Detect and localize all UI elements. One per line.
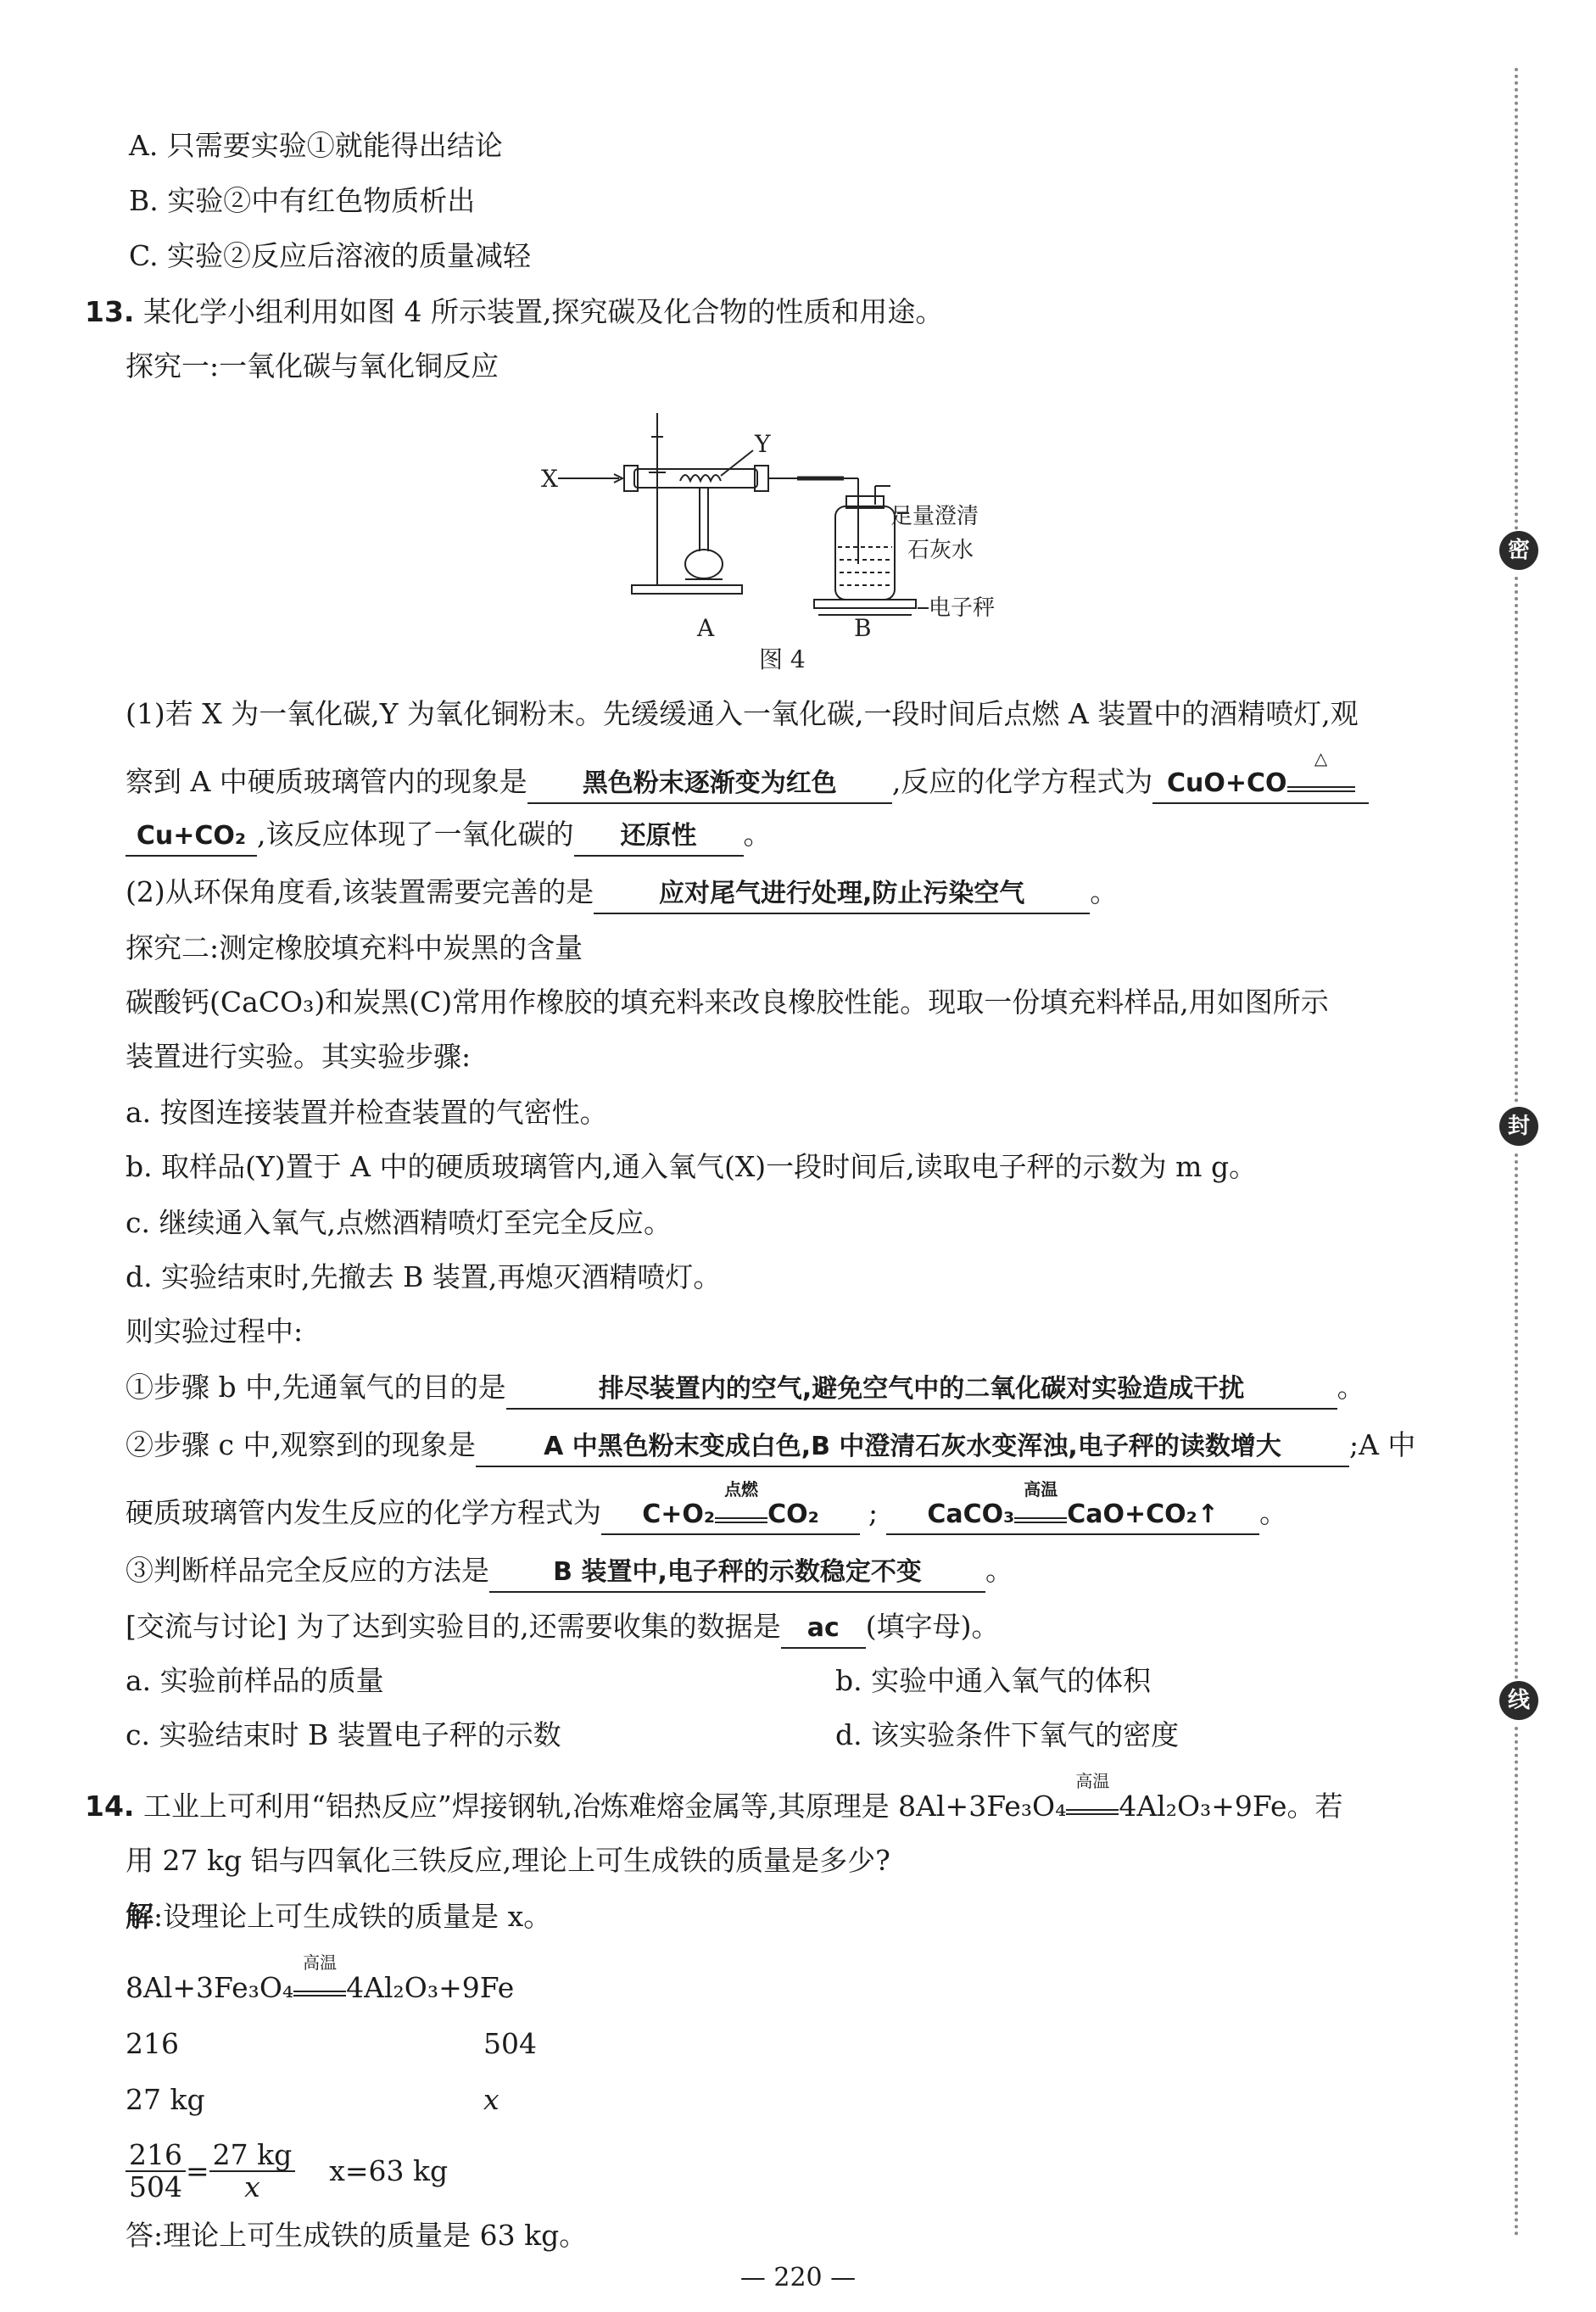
condition-heat bbox=[1287, 748, 1355, 802]
q14-number: 14. bbox=[85, 1790, 135, 1823]
result: x=63 kg bbox=[329, 2154, 449, 2187]
solution-text: :设理论上可生成铁的质量是 x。 bbox=[153, 1900, 552, 1933]
condition-high-temp-label: 高温 bbox=[1024, 1479, 1058, 1499]
s2b-line bbox=[126, 1479, 1288, 1535]
label-x: X bbox=[541, 465, 558, 493]
answer-blank-equation-1[interactable] bbox=[1152, 748, 1369, 804]
seal-mi: 密 bbox=[1499, 531, 1538, 570]
s1-line bbox=[126, 1369, 1365, 1410]
answer-blank-data[interactable]: ac bbox=[781, 1610, 866, 1649]
answer-blank-equation-1b[interactable]: Cu+CO₂ bbox=[126, 818, 257, 857]
p1-line3-end: 。 bbox=[743, 818, 772, 851]
answer-blank-property[interactable]: 还原性 bbox=[574, 818, 744, 857]
given-mass-al: 27 kg bbox=[126, 2083, 205, 2116]
q14-condition bbox=[1066, 1771, 1119, 1825]
apparatus-diagram bbox=[543, 403, 1018, 683]
eq-left: CuO+CO bbox=[1167, 768, 1287, 798]
q14-equation bbox=[126, 1952, 515, 2007]
molar-mass-fe: 504 bbox=[483, 2027, 537, 2060]
figure-caption: 图 4 bbox=[759, 645, 806, 673]
alcohol-burner bbox=[685, 550, 723, 578]
answer-blank-phenomenon[interactable]: 黑色粉末逐渐变为红色 bbox=[527, 765, 892, 804]
discussion-line bbox=[126, 1608, 999, 1649]
answer-blank-completion[interactable]: B 装置中,电子秤的示数稳定不变 bbox=[489, 1554, 985, 1593]
disc-option-d: d. 该实验条件下氧气的密度 bbox=[835, 1718, 1180, 1751]
disc-option-b: b. 实验中通入氧气的体积 bbox=[835, 1664, 1152, 1697]
intro-line2: 装置进行实验。其实验步骤: bbox=[126, 1040, 472, 1073]
s3-line bbox=[126, 1552, 1013, 1593]
unknown-mass-fe: x bbox=[483, 2083, 499, 2116]
intro-line1: 碳酸钙(CaCO₃)和炭黑(C)常用作橡胶的填充料来改良橡胶性能。现取一份填充料样品,用如图所示 bbox=[126, 986, 1329, 1019]
label-limewater-2: 石灰水 bbox=[907, 538, 974, 563]
p1-line2 bbox=[126, 748, 1369, 804]
separator: ; bbox=[868, 1496, 879, 1529]
label-limewater-1: 足量澄清 bbox=[890, 504, 979, 529]
step-a: a. 按图连接装置并检查装置的气密性。 bbox=[126, 1096, 608, 1129]
label-b: B bbox=[854, 614, 872, 642]
q14-solution-line bbox=[126, 1898, 551, 1935]
electronic-scale bbox=[814, 600, 916, 608]
fraction-1-num: 216 bbox=[126, 2140, 186, 2172]
s3-pre: ③判断样品完全反应的方法是 bbox=[126, 1554, 489, 1587]
q14-eq-right: 4Al₂O₃+9Fe bbox=[346, 1971, 515, 2004]
then-line: 则实验过程中: bbox=[126, 1315, 304, 1348]
binding-line-mid2 bbox=[1515, 1153, 1521, 1679]
p2-end: 。 bbox=[1090, 875, 1119, 908]
p1-line2-pre: 察到 A 中硬质玻璃管内的现象是 bbox=[126, 765, 527, 798]
answer-blank-equation-3[interactable] bbox=[886, 1479, 1259, 1535]
fraction-2-den: x bbox=[244, 2170, 260, 2203]
discussion-end: (填字母)。 bbox=[865, 1610, 1000, 1643]
binding-line-top bbox=[1515, 68, 1521, 530]
q13-stem-line bbox=[85, 293, 943, 331]
answer-blank-equation-2[interactable] bbox=[601, 1479, 860, 1535]
q12-option-b: B. 实验②中有红色物质析出 bbox=[129, 184, 476, 217]
q14-stem-pre: 工业上可利用“铝热反应”焊接钢轨,冶炼难熔金属等,其原理是 8Al+3Fe₃O₄ bbox=[142, 1790, 1067, 1823]
s1-end: 。 bbox=[1337, 1371, 1365, 1404]
eq1-left: C+O₂ bbox=[642, 1499, 716, 1529]
condition-ignite-label: 点燃 bbox=[724, 1479, 759, 1499]
q14-stem-post: 4Al₂O₃+9Fe。若 bbox=[1119, 1790, 1343, 1823]
eq2-left: CaCO₃ bbox=[927, 1499, 1015, 1529]
p2-line bbox=[126, 874, 1118, 914]
p2-pre: (2)从环保角度看,该装置需要完善的是 bbox=[126, 875, 594, 908]
eq1-right: CO₂ bbox=[767, 1499, 819, 1529]
discussion-pre: [交流与讨论] 为了达到实验目的,还需要收集的数据是 bbox=[126, 1610, 781, 1643]
q13-stem: 某化学小组利用如图 4 所示装置,探究碳及化合物的性质和用途。 bbox=[142, 295, 944, 328]
powder-y bbox=[680, 475, 721, 481]
explore2-title: 探究二:测定橡胶填充料中炭黑的含量 bbox=[126, 931, 583, 964]
q14-eq-left: 8Al+3Fe₃O₄ bbox=[126, 1971, 294, 2004]
disc-option-c: c. 实验结束时 B 装置电子秤的示数 bbox=[126, 1718, 561, 1751]
solution-label: 解 bbox=[126, 1900, 153, 1933]
label-a: A bbox=[697, 614, 715, 642]
p1-line1: (1)若 X 为一氧化碳,Y 为氧化铜粉末。先缓缓通入一氧化碳,一段时间后点燃 A 装置中的酒精喷灯,观 bbox=[126, 697, 1359, 730]
answer-blank-improvement[interactable]: 应对尾气进行处理,防止污染空气 bbox=[594, 875, 1090, 914]
fraction-1-den: 504 bbox=[129, 2170, 182, 2203]
s2b-end: 。 bbox=[1259, 1496, 1288, 1529]
q14-line2: 用 27 kg 铝与四氧化三铁反应,理论上可生成铁的质量是多少? bbox=[126, 1844, 890, 1877]
fraction-2-num: 27 kg bbox=[209, 2140, 296, 2172]
eq2-right: CaO+CO₂↑ bbox=[1067, 1499, 1219, 1529]
step-b: b. 取样品(Y)置于 A 中的硬质玻璃管内,通入氧气(X)一段时间后,读取电子秤的示数为 m g。 bbox=[126, 1150, 1258, 1183]
explore1-title: 探究一:一氧化碳与氧化铜反应 bbox=[126, 349, 499, 383]
s1-pre: ①步骤 b 中,先通氧气的目的是 bbox=[126, 1371, 506, 1404]
condition-heat-symbol: △ bbox=[1314, 748, 1328, 768]
fraction-1 bbox=[126, 2140, 186, 2203]
q14-answer: 答:理论上可生成铁的质量是 63 kg。 bbox=[126, 2219, 588, 2252]
disc-option-a: a. 实验前样品的质量 bbox=[126, 1664, 384, 1697]
binding-line-bottom bbox=[1515, 1727, 1521, 2236]
seal-xian: 线 bbox=[1499, 1681, 1538, 1720]
answer-blank-phenomenon-2[interactable]: A 中黑色粉末变成白色,B 中澄清石灰水变浑浊,电子秤的读数增大 bbox=[476, 1428, 1349, 1467]
step-d: d. 实验结束时,先撤去 B 装置,再熄灭酒精喷灯。 bbox=[126, 1260, 722, 1293]
p1-line3-mid: ,该反应体现了一氧化碳的 bbox=[257, 818, 574, 851]
molar-mass-al: 216 bbox=[126, 2027, 179, 2060]
q14-eq-condition bbox=[293, 1952, 346, 2007]
step-c: c. 继续通入氧气,点燃酒精喷灯至完全反应。 bbox=[126, 1206, 672, 1239]
q14-eq-condition-label: 高温 bbox=[303, 1952, 338, 1973]
figure-4-apparatus bbox=[543, 403, 1018, 683]
label-scale: 电子秤 bbox=[929, 595, 996, 621]
s2-pre: ②步骤 c 中,观察到的现象是 bbox=[126, 1428, 476, 1461]
q14-line1 bbox=[85, 1771, 1343, 1825]
s2b-pre: 硬质玻璃管内发生反应的化学方程式为 bbox=[126, 1496, 601, 1529]
q12-option-c: C. 实验②反应后溶液的质量减轻 bbox=[129, 239, 532, 272]
condition-ignite bbox=[715, 1479, 767, 1533]
condition-high-temp bbox=[1014, 1479, 1067, 1533]
fraction-2 bbox=[209, 2140, 296, 2203]
binding-line-mid1 bbox=[1515, 577, 1521, 1103]
p1-line2-mid: ,反应的化学方程式为 bbox=[891, 765, 1153, 798]
q13-number: 13. bbox=[85, 295, 135, 328]
s2-line bbox=[126, 1427, 1415, 1467]
proportion-line bbox=[126, 2136, 448, 2205]
p1-line3 bbox=[126, 816, 772, 857]
equals-sign: = bbox=[186, 2154, 209, 2187]
answer-blank-oxygen-purpose[interactable]: 排尽装置内的空气,避免空气中的二氧化碳对实验造成干扰 bbox=[506, 1371, 1337, 1410]
stand-base bbox=[632, 585, 742, 594]
page-number: — 220 — bbox=[739, 2263, 857, 2292]
q14-condition-label: 高温 bbox=[1075, 1771, 1110, 1791]
label-y: Y bbox=[755, 430, 771, 458]
leader-y bbox=[721, 450, 753, 476]
q12-option-a: A. 只需要实验①就能得出结论 bbox=[129, 129, 503, 162]
seal-feng: 封 bbox=[1499, 1107, 1538, 1146]
s2-end: ;A 中 bbox=[1348, 1428, 1416, 1461]
s3-end: 。 bbox=[985, 1554, 1013, 1587]
